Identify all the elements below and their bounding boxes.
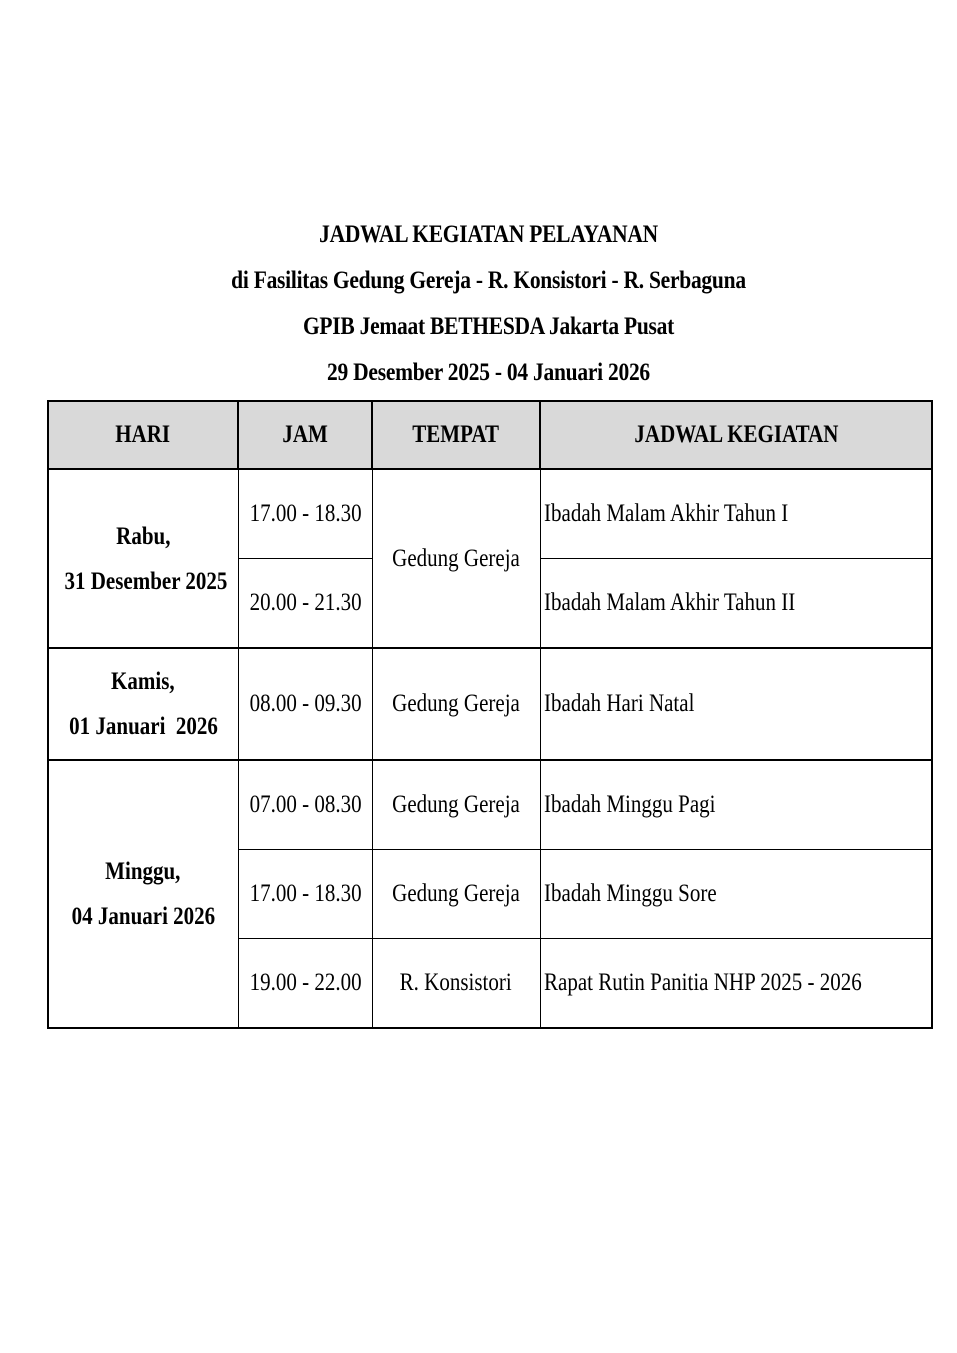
place-cell: Gedung Gereja: [372, 648, 540, 760]
activity-cell: Ibadah Malam Akhir Tahun II: [540, 559, 932, 649]
table-header-row: [48, 401, 932, 469]
time-cell: 19.00 - 22.00: [238, 939, 372, 1029]
activity-cell: Ibadah Minggu Sore: [540, 850, 932, 939]
table-row: [48, 760, 932, 850]
time-cell: 17.00 - 18.30: [238, 469, 372, 559]
day-date: 01 Januari 2026: [68, 713, 218, 740]
activity-cell: Rapat Rutin Panitia NHP 2025 - 2026: [540, 939, 932, 1029]
place-cell: Gedung Gereja: [372, 850, 540, 939]
time-cell: 07.00 - 08.30: [238, 760, 372, 850]
day-date: 04 Januari 2026: [71, 903, 216, 930]
day-name: Minggu,: [105, 858, 181, 885]
schedule-table-wrapper: [47, 400, 933, 1029]
table-row: [48, 648, 932, 760]
day-name: Rabu,: [116, 522, 171, 550]
day-cell: [48, 760, 238, 1028]
day-cell: [48, 469, 238, 648]
place-cell: Gedung Gereja: [372, 760, 540, 850]
time-cell: 08.00 - 09.30: [238, 648, 372, 760]
time-cell: 17.00 - 18.30: [238, 850, 372, 939]
day-date: 31 Desember 2025: [64, 567, 228, 595]
activity-cell: Ibadah Hari Natal: [540, 648, 932, 760]
document-date-range: 29 Desember 2025 - 04 Januari 2026: [327, 359, 650, 386]
column-header-place: TEMPAT: [372, 401, 540, 469]
document-subtitle-congregation: GPIB Jemaat BETHESDA Jakarta Pusat: [302, 313, 675, 340]
title-block: [0, 212, 957, 396]
day-cell: [48, 648, 238, 760]
document-title: JADWAL KEGIATAN PELAYANAN: [319, 221, 658, 248]
activity-cell: Ibadah Minggu Pagi: [540, 760, 932, 850]
table-row: [48, 469, 932, 559]
column-header-day: HARI: [48, 401, 238, 469]
column-header-time: JAM: [238, 401, 372, 469]
activity-cell: Ibadah Malam Akhir Tahun I: [540, 469, 932, 559]
day-name: Kamis,: [111, 668, 176, 695]
place-cell: Gedung Gereja: [372, 469, 540, 648]
column-header-activity: JADWAL KEGIATAN: [540, 401, 932, 469]
time-cell: 20.00 - 21.30: [238, 559, 372, 649]
document-subtitle-facilities: di Fasilitas Gedung Gereja - R. Konsistori - R. Serbaguna: [231, 267, 746, 294]
place-cell: R. Konsistori: [372, 939, 540, 1029]
schedule-table: [47, 400, 933, 1029]
